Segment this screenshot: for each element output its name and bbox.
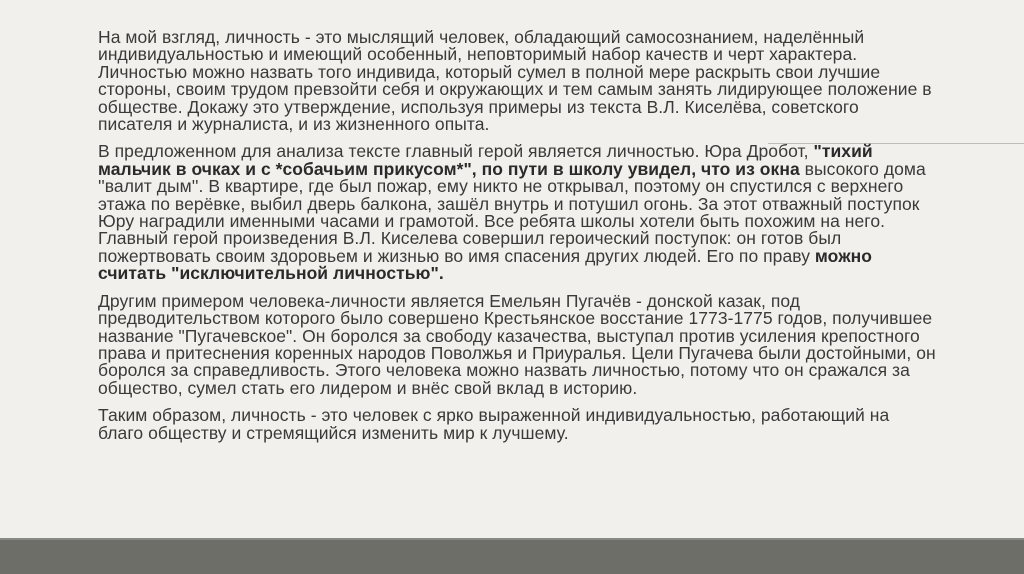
essay-text-box bbox=[98, 29, 938, 452]
paragraph-segment: высокого дома ''валит дым''. В квартире, где был пожар, ему никто не открывал, поэтому он спустился с верхнего этажа по верёвке, выбил дверь балкона, зашёл внутрь и потушил огонь. За этот отважный поступок Юру наградили именными часами и грамотой. Все ребята школы хотели быть похожим на него. Главный герой произведения В.Л. Киселева совершил героический поступок: он готов был пожертвовать своим здоровьем и жизнью во имя спасения других людей. Его по праву bbox=[98, 158, 926, 266]
paragraph-segment: Таким образом, личность - это человек с ярко выраженной индивидуальностью, работающий на благо обществу и стремящийся изменить мир к лучшему. bbox=[98, 405, 890, 443]
paragraph-intro bbox=[98, 29, 938, 133]
paragraph-conclusion bbox=[98, 407, 938, 442]
paragraph-segment: В предложенном для анализа тексте главный герой является личностью. Юра Дробот, bbox=[98, 141, 814, 162]
bold-quote: "тихий мальчик в очках и с *собачьим прикусом*", по пути в школу увидел, что из окна bbox=[98, 141, 873, 179]
bottom-bar-highlight bbox=[0, 538, 1024, 540]
bottom-bar bbox=[0, 538, 1024, 574]
bold-conclusion: можно считать "исключительной личностью". bbox=[98, 245, 873, 284]
paragraph-segment: Другим примером человека-личности является Емельян Пугачёв - донской казак, под предводительством которого было совершено Крестьянское восстание 1773-1775 годов, получившее название "Пугачевское". Он боролся за свободу казачества, выступал против усиления крепостного права и притеснения коренных народов Поволжья и Приуралья. Цели Пугачева были достойными, он боролся за справедливость. Этого человека можно назвать личностью, потому что он сражался за общество, сумел стать его лидером и внёс свой вклад в историю. bbox=[98, 290, 936, 398]
paragraph-example-1 bbox=[98, 143, 938, 282]
paragraph-segment: На мой взгляд, личность - это мыслящий человек, обладающий самосознанием, наделённый индивидуальностью и имеющий особенный, неповторимый набор качеств и черт характера. Личностью можно назвать того индивида, который сумел в полной мере раскрыть свои лучшие стороны, своим трудом превзойти себя и окружающих и тем самым занять лидирующее положение в обществе. Докажу это утверждение, используя примеры из текста В.Л. Киселёва, советского писателя и журналиста, и из жизненного опыта. bbox=[98, 27, 932, 135]
paragraph-example-2 bbox=[98, 290, 938, 398]
